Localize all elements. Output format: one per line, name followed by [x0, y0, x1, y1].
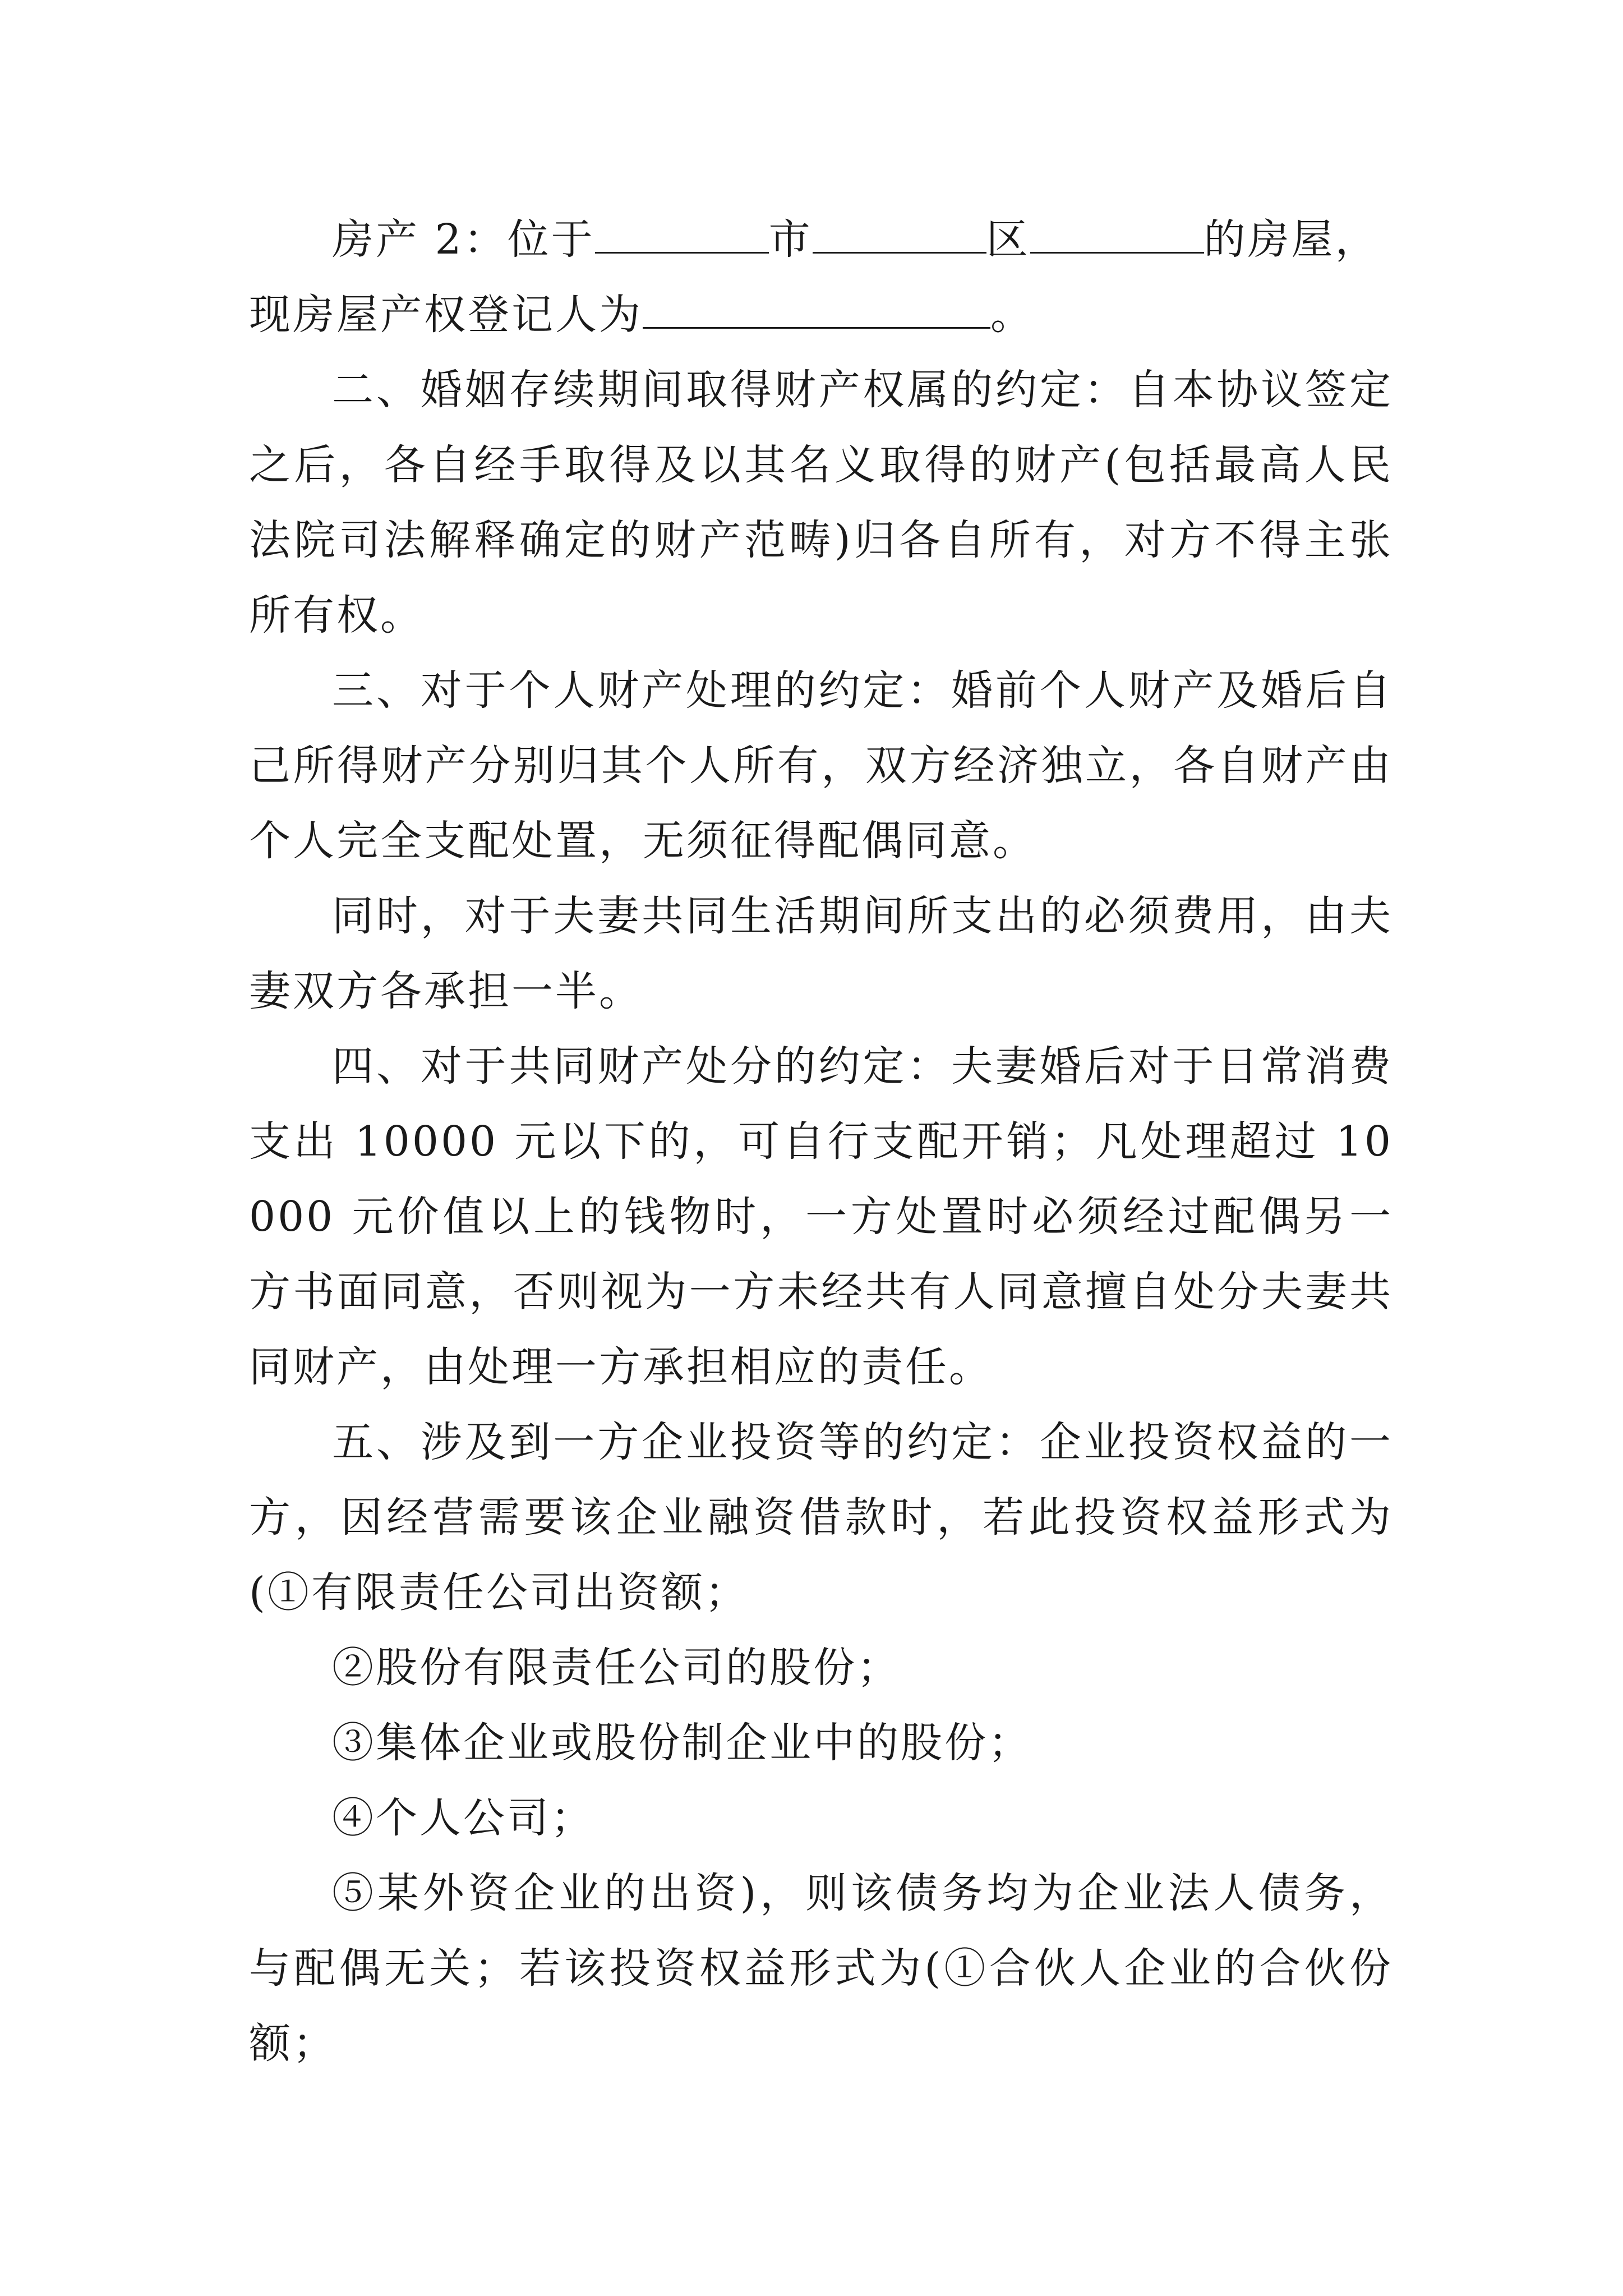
- paragraph-section-5: 五、涉及到一方企业投资等的约定：企业投资权益的一方，因经营需要该企业融资借款时，若此投资权益形式为(①有限责任公司出资额；: [249, 1418, 1393, 1617]
- registrant-prefix: 现房屋产权登记人为: [249, 291, 643, 339]
- house-suffix: 的房屋，: [1204, 215, 1379, 264]
- list-item-2: ②股份有限责任公司的股份；: [332, 1644, 901, 1692]
- house-blank: [1030, 210, 1204, 254]
- list-item-4: ④个人公司；: [332, 1794, 594, 1842]
- registrant-blank: [643, 286, 990, 329]
- paragraph-section-4: 四、对于共同财产处分的约定：夫妻婚后对于日常消费支出 10000 元以下的，可自行支配开销；凡处理超过 10000 元价值以上的钱物时，一方处置时必须经过配偶另一方书面同意，否则视为一方未经共有人同意擅自处分夫妻共同财产，由处理一方承担相应的责任。: [249, 1042, 1393, 1391]
- document-page: [249, 202, 1393, 2081]
- city-suffix: 市: [768, 215, 813, 264]
- property-2-paragraph: [249, 202, 1393, 277]
- district-suffix: 区: [986, 215, 1030, 264]
- list-item-3: ③集体企业或股份制企业中的股份；: [332, 1719, 1032, 1767]
- city-blank: [595, 210, 769, 254]
- paragraph-section-2: 二、婚姻存续期间取得财产权属的约定：自本协议签定之后，各自经手取得及以其名义取得的财产(包括最高人民法院司法解释确定的财产范畴)归各自所有，对方不得主张所有权。: [249, 366, 1393, 639]
- registrant-end: 。: [990, 291, 1034, 339]
- property-2-label: 房产 2：位于: [332, 215, 595, 264]
- paragraph-section-3: 三、对于个人财产处理的约定：婚前个人财产及婚后自己所得财产分别归其个人所有，双方经济独立，各自财产由个人完全支配处置，无须征得配偶同意。: [249, 666, 1393, 865]
- paragraph-shared-expenses: 同时，对于夫妻共同生活期间所支出的必须费用，由夫妻双方各承担一半。: [249, 892, 1393, 1015]
- registrant-line: [249, 277, 1393, 352]
- district-blank: [813, 210, 986, 254]
- list-item-5: ⑤某外资企业的出资)，则该债务均为企业法人债务，与配偶无关；若该投资权益形式为(①合伙人企业的合伙份额；: [249, 1869, 1393, 2068]
